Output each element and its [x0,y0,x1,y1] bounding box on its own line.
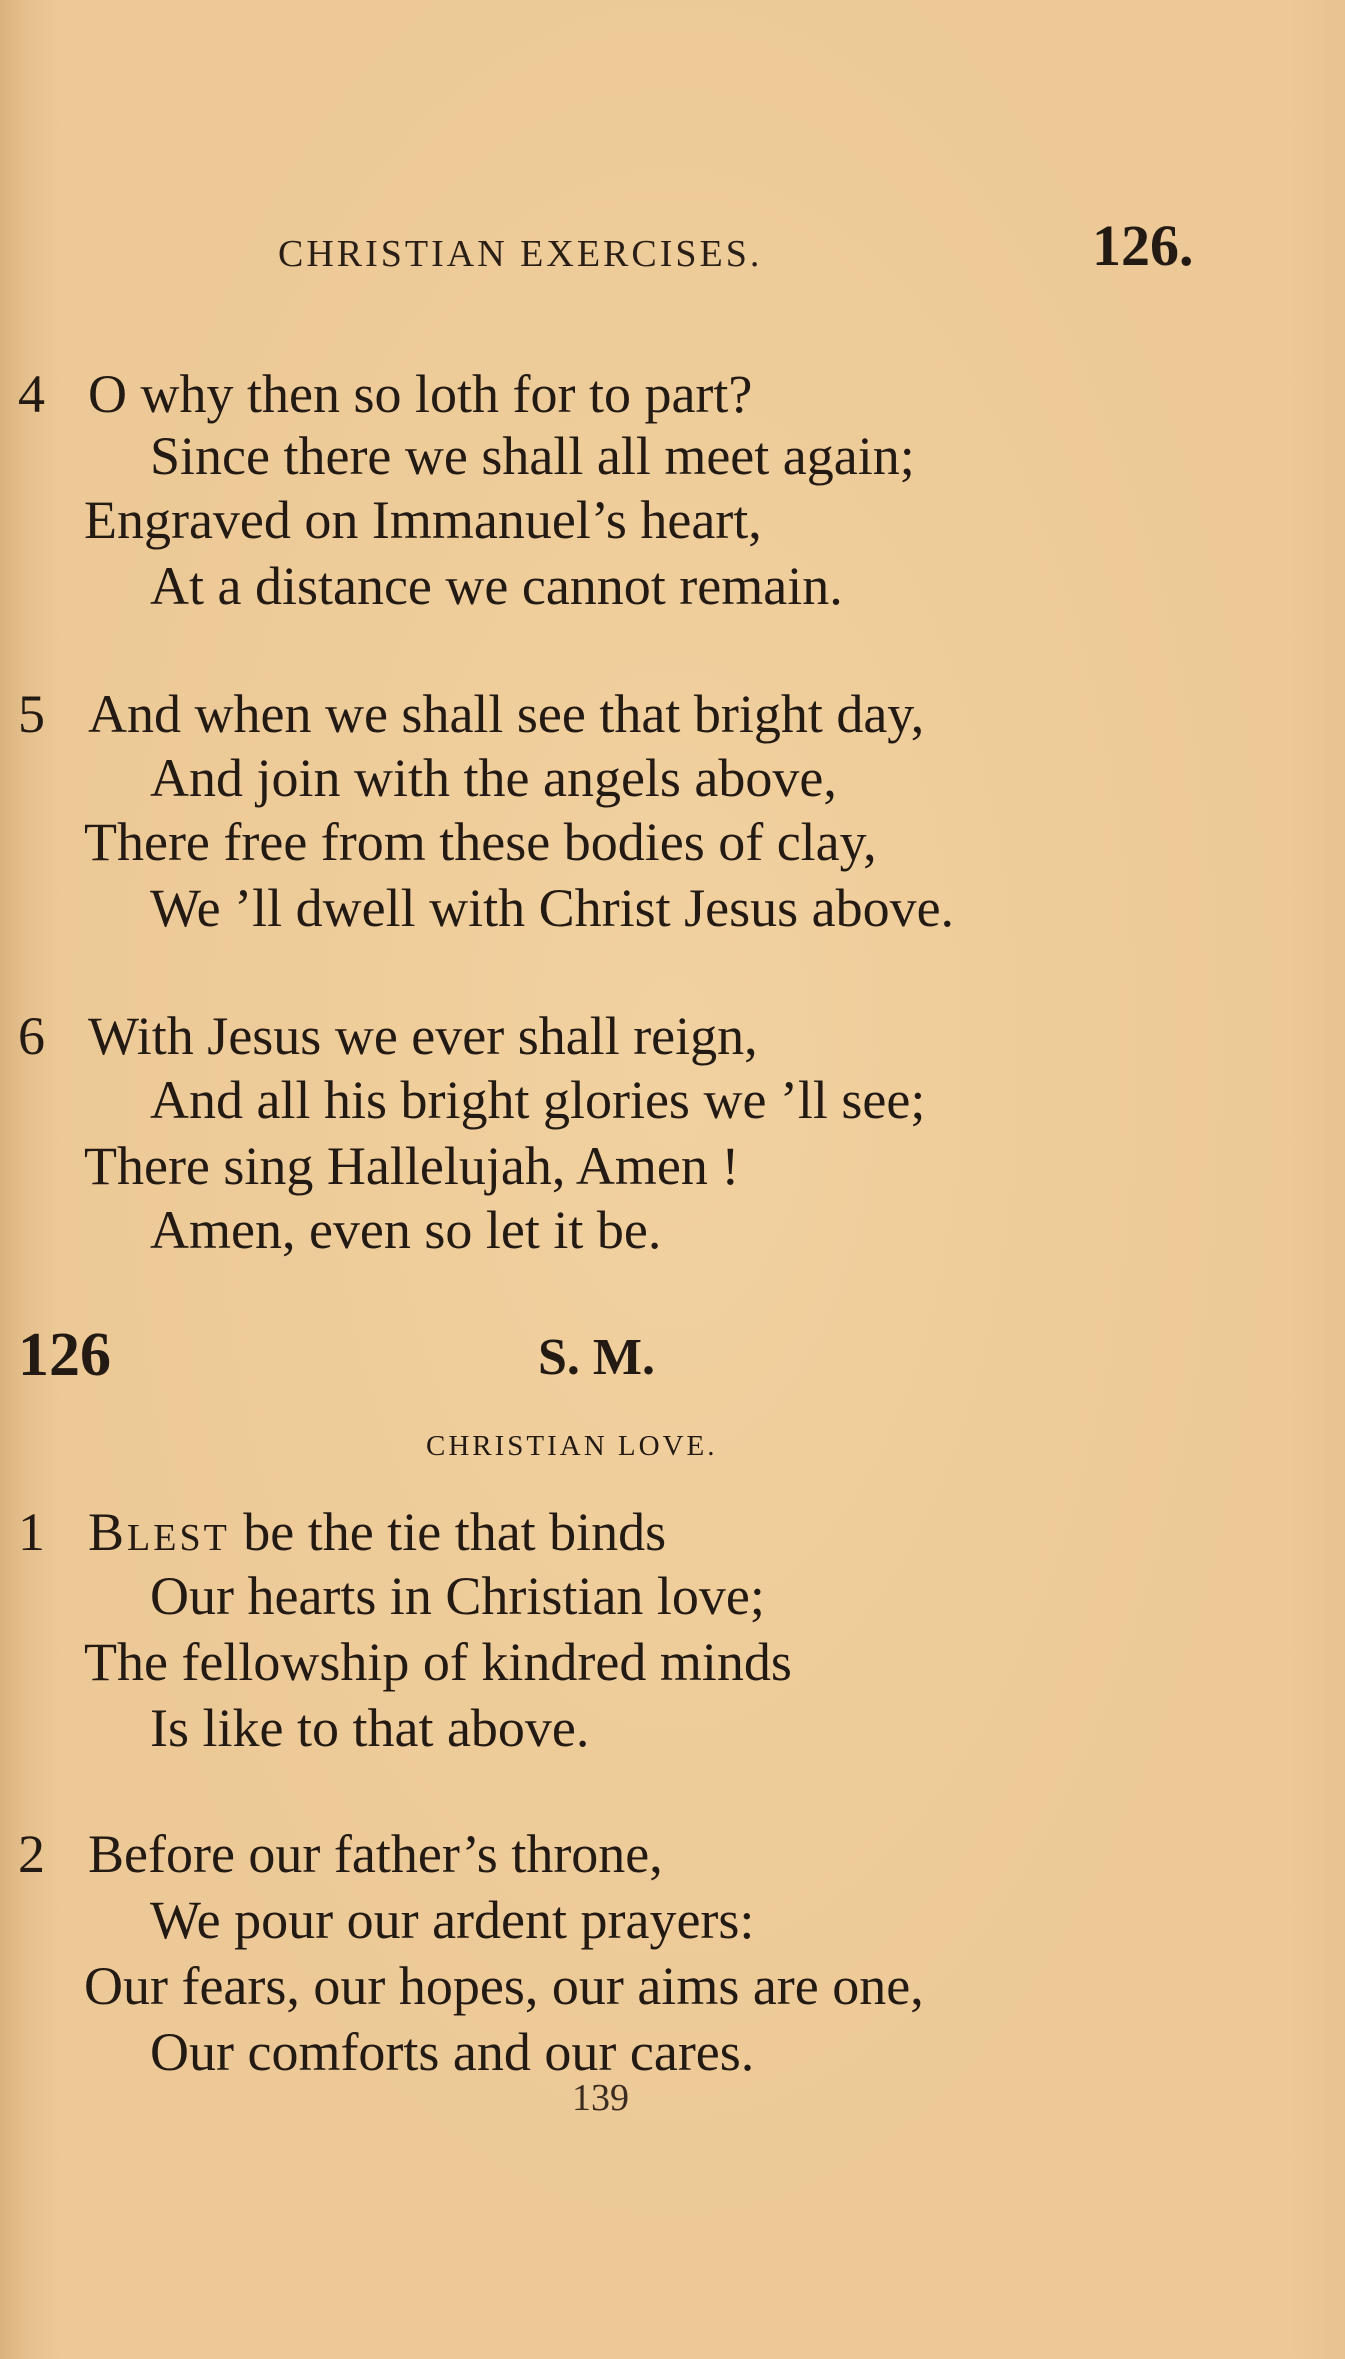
hymn-meter: S. M. [538,1329,655,1386]
drop-word: Blest [88,1502,230,1562]
verse-line: We pour our ardent prayers: [150,1890,755,1950]
verse-line: Before our father’s throne, [88,1824,663,1884]
verse-line: There free from these bodies of clay, [84,812,877,872]
folio-number: 139 [572,2077,629,2119]
stanza-number: 1 [18,1502,45,1562]
hymn-title: CHRISTIAN LOVE. [426,1430,718,1462]
verse-line-rest: be the tie that binds [229,1502,667,1562]
stanza-number: 4 [18,364,45,424]
verse-line: Our comforts and our cares. [150,2022,755,2082]
verse-line: And all his bright glories we ’ll see; [150,1070,926,1130]
verse-line: Engraved on Immanuel’s heart, [84,490,762,550]
verse-line: And join with the angels above, [150,748,837,808]
verse-line: Since there we shall all meet again; [150,426,915,486]
verse-line: With Jesus we ever shall reign, [88,1006,758,1066]
running-header: CHRISTIAN EXERCISES. [278,233,763,275]
verse-line: At a distance we cannot remain. [150,556,843,616]
stanza-number: 6 [18,1006,45,1066]
verse-line: There sing Hallelujah, Amen ! [84,1136,740,1196]
stanza-number: 5 [18,684,45,744]
verse-line: O why then so loth for to part? [88,364,753,424]
verse-line: We ’ll dwell with Christ Jesus above. [150,878,955,938]
page-number: 126. [1092,213,1194,278]
stanza-number: 2 [18,1824,45,1884]
hymn-number: 126 [18,1321,111,1389]
verse-line: Our fears, our hopes, our aims are one, [84,1956,924,2016]
verse-line-first [88,1500,666,1565]
verse-line: Amen, even so let it be. [150,1200,662,1260]
verse-line: And when we shall see that bright day, [88,684,925,744]
verse-line: Our hearts in Christian love; [150,1566,765,1626]
verse-line: The fellowship of kindred minds [84,1632,792,1692]
verse-line: Is like to that above. [150,1698,590,1758]
